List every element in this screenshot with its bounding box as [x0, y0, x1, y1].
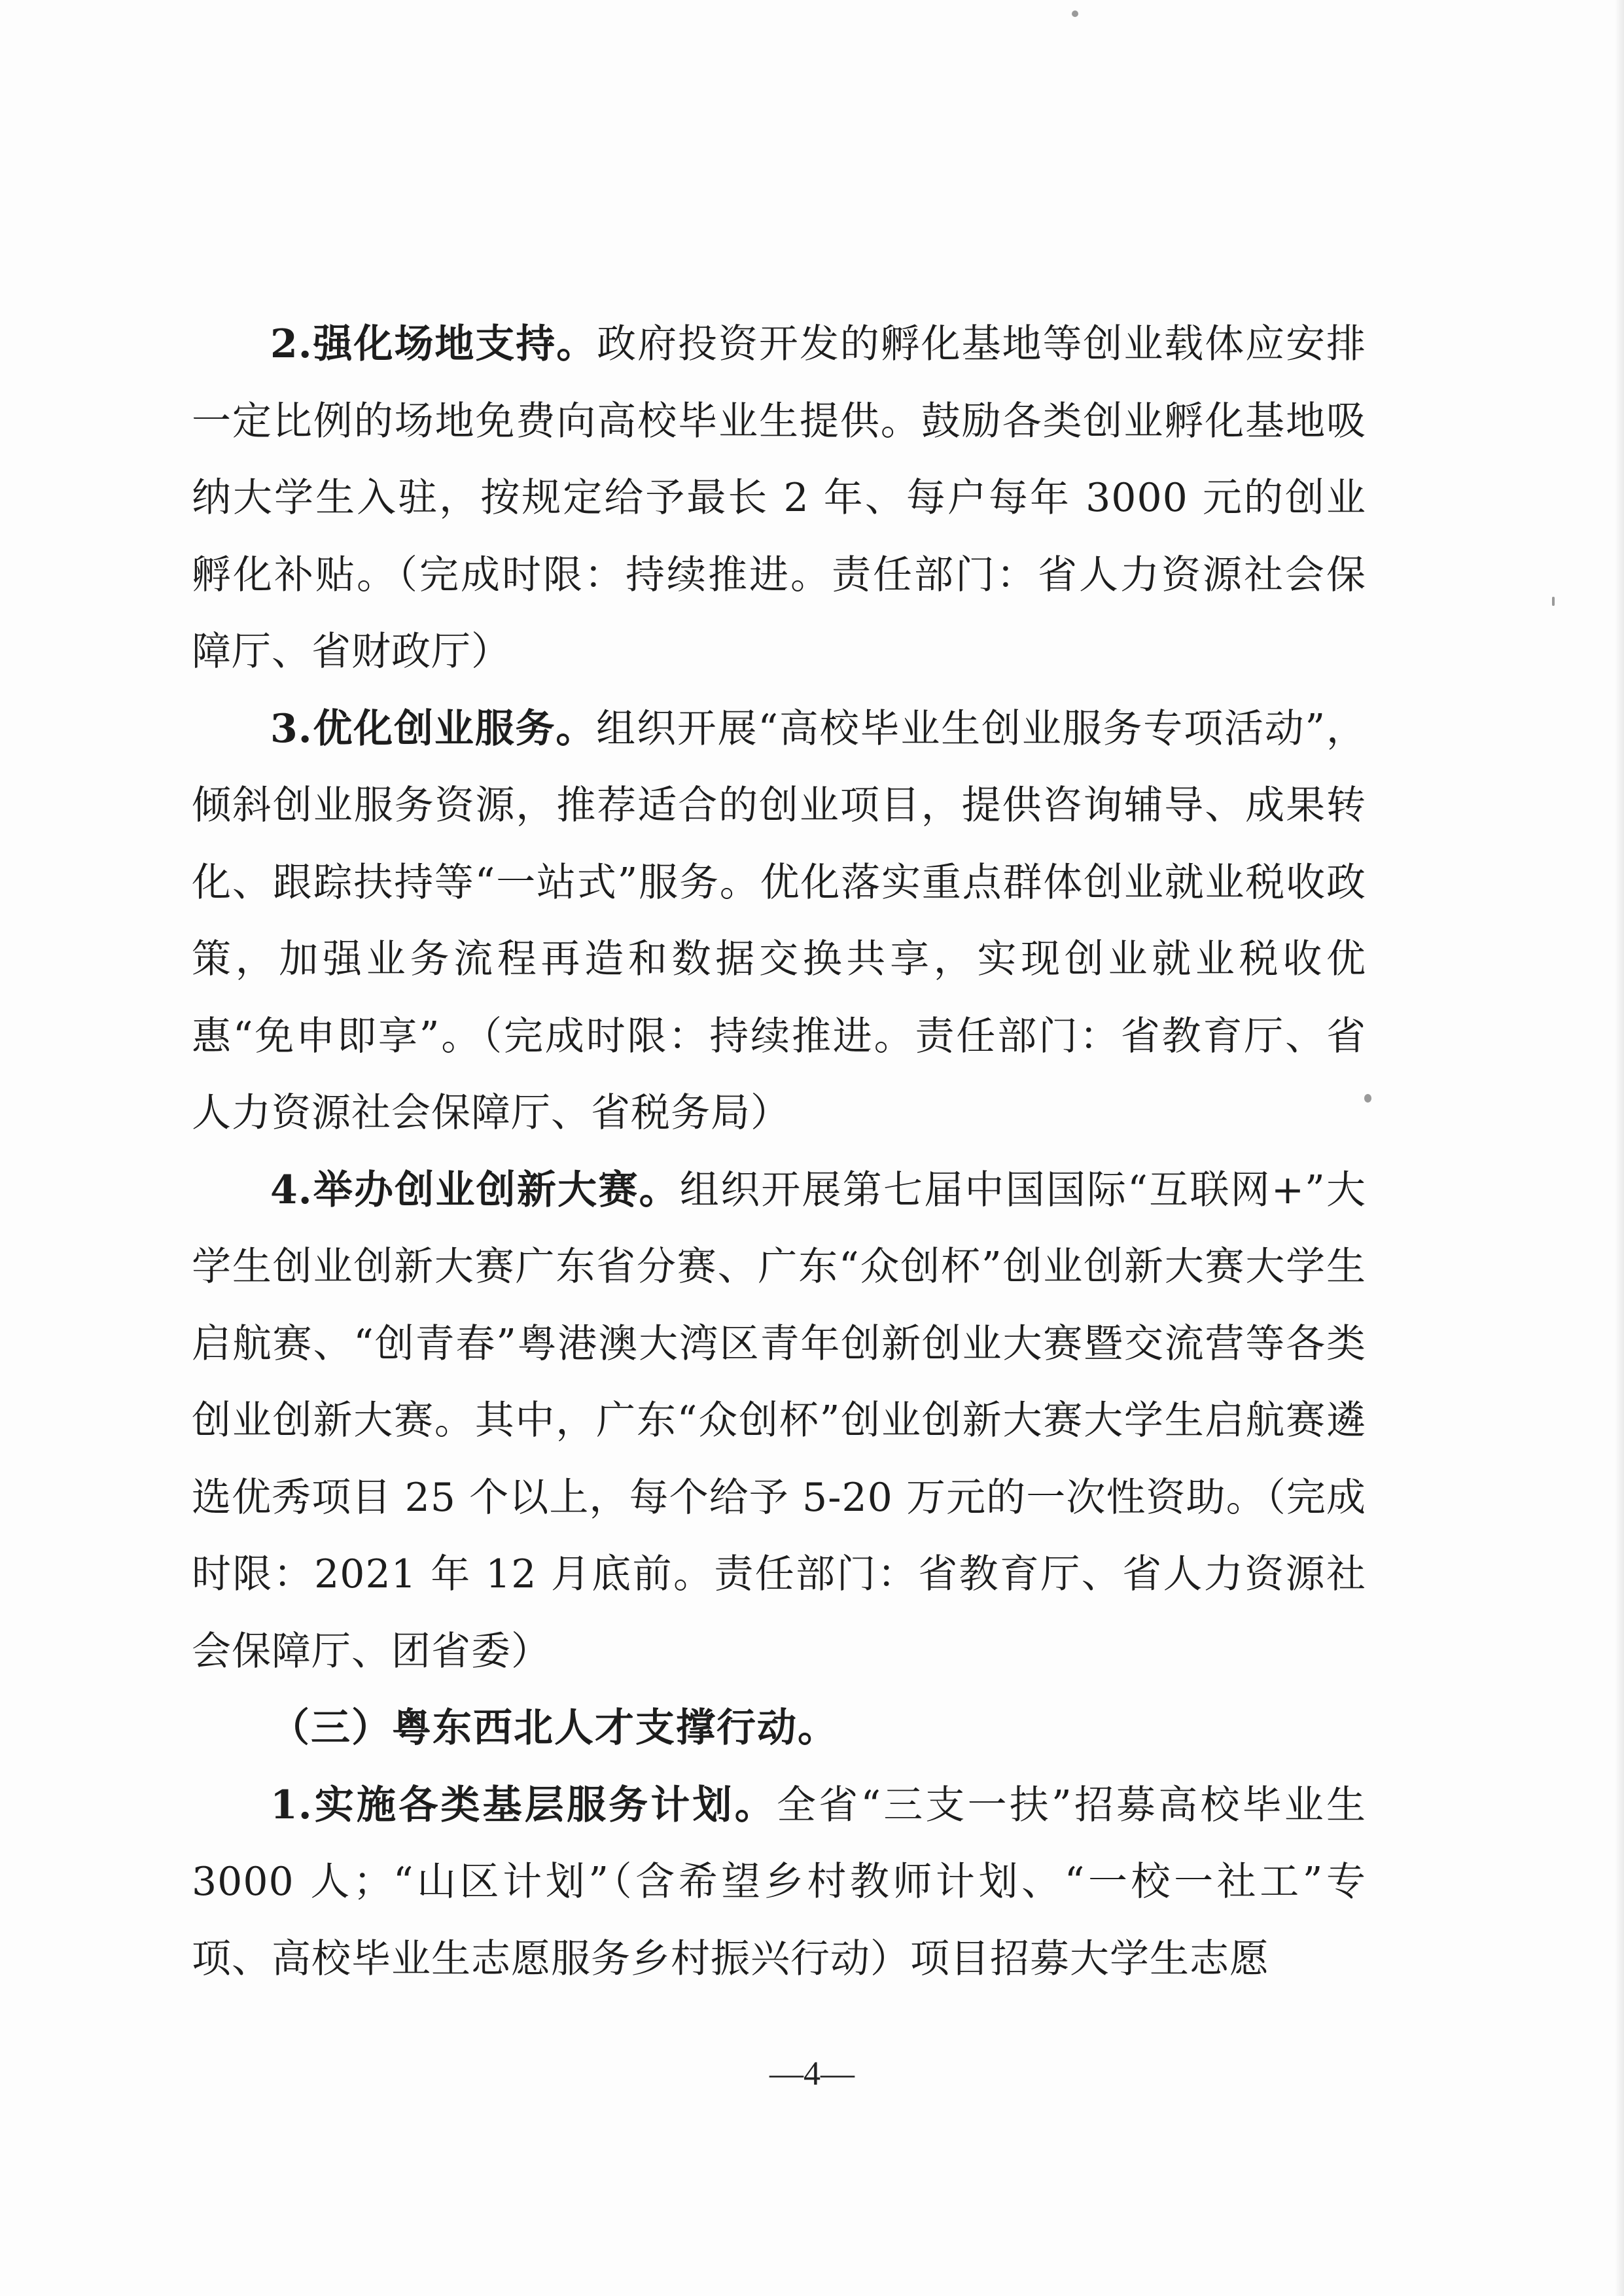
scan-edge-shadow	[1615, 0, 1624, 2296]
scan-speck	[1552, 597, 1555, 606]
paragraph-lead: 2.强化场地支持。	[270, 321, 597, 367]
page-number: —4—	[769, 2055, 855, 2093]
document-body	[192, 306, 1366, 1998]
paragraph-text: 全省“三支一扶”招募高校毕业生 3000 人；“山区计划”（含希望乡村教师计划、“一校一社工”专项、高校毕业生志愿服务乡村振兴行动）项目招募大学生志愿	[192, 1782, 1366, 1982]
paragraph-text: 组织开展“高校毕业生创业服务专项活动”，倾斜创业服务资源，推荐适合的创业项目，提供咨询辅导、成果转化、跟踪扶持等“一站式”服务。优化落实重点群体创业就业税收政策，加强业务流程再造和数据交换共享，实现创业就业税收优惠“免申即享”。（完成时限：持续推进。责任部门：省教育厅、省人力资源社会保障厅、省税务局）	[192, 705, 1366, 1136]
paragraph-text: 组织开展第七届中国国际“互联网+”大学生创业创新大赛广东省分赛、广东“众创杯”创业创新大赛大学生启航赛、“创青春”粤港澳大湾区青年创新创业大赛暨交流营等各类创业创新大赛。其中，广东“众创杯”创业创新大赛大学生启航赛遴选优秀项目 25 个以上，每个给予 5-20 万元的一次性资助。（完成时限：2021 年 12 月底前。责任部门：省教育厅、省人力资源社会保障厅、团省委）	[192, 1167, 1366, 1674]
scan-speck	[1072, 10, 1078, 17]
paragraph-startup-services	[192, 691, 1366, 1152]
paragraph-text: 政府投资开发的孵化基地等创业载体应安排一定比例的场地免费向高校毕业生提供。鼓励各类创业孵化基地吸纳大学生入驻，按规定给予最长 2 年、每户每年 3000 元的创业孵化补贴。（完成时限：持续推进。责任部门：省人力资源社会保障厅、省财政厅）	[192, 321, 1367, 675]
paragraph-grassroots-programs	[192, 1767, 1366, 1998]
section-heading: （三）粤东西北人才支撑行动。	[270, 1705, 838, 1751]
paragraph-venue-support	[192, 306, 1366, 691]
paragraph-innovation-contest	[192, 1152, 1366, 1691]
paragraph-lead: 3.优化创业服务。	[270, 705, 597, 752]
paragraph-lead: 1.实施各类基层服务计划。	[270, 1782, 777, 1828]
paragraph-lead: 4.举办创业创新大赛。	[270, 1167, 680, 1213]
